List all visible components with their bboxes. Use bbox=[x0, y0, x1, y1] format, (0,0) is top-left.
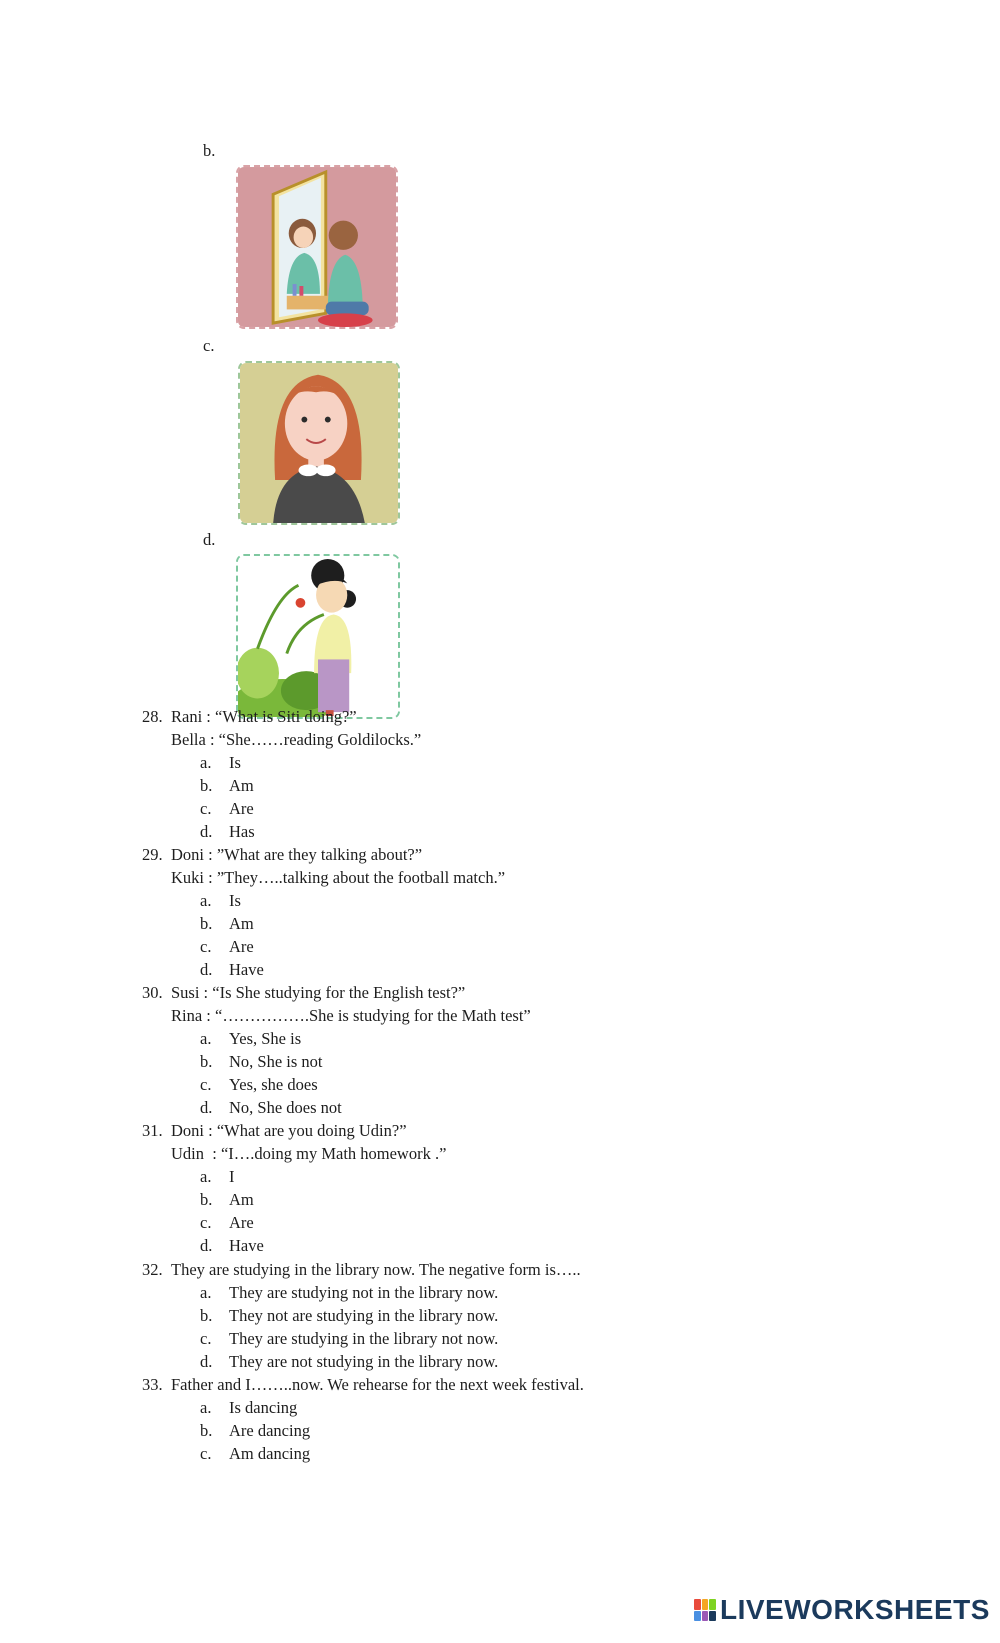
question-32-number: 32. bbox=[142, 1260, 163, 1279]
question-28-option-d[interactable]: Has bbox=[229, 822, 255, 841]
liveworksheets-logo-text: LIVEWORKSHEETS bbox=[720, 1594, 990, 1625]
question-33-number: 33. bbox=[142, 1375, 163, 1394]
question-30-option-b[interactable]: No, She is not bbox=[229, 1052, 323, 1071]
question-29-option-b[interactable]: Am bbox=[229, 914, 254, 933]
question-31-option-b[interactable]: Am bbox=[229, 1190, 254, 1209]
question-30-option-c[interactable]: Yes, she does bbox=[229, 1075, 318, 1094]
question-28-option-b[interactable]: Am bbox=[229, 776, 254, 795]
question-32-line-1: They are studying in the library now. The negative form is….. bbox=[171, 1260, 581, 1279]
question-33-option-c-letter: c. bbox=[200, 1444, 212, 1463]
question-31-option-b-letter: b. bbox=[200, 1190, 213, 1209]
option-label-c: c. bbox=[203, 336, 215, 355]
question-33-option-a-letter: a. bbox=[200, 1398, 212, 1417]
liveworksheets-logo-icon bbox=[694, 1599, 716, 1621]
question-29-line-1: Doni : ”What are they talking about?” bbox=[171, 845, 423, 864]
question-32-option-c-letter: c. bbox=[200, 1329, 212, 1348]
question-31-number: 31. bbox=[142, 1121, 163, 1140]
question-32-option-a-letter: a. bbox=[200, 1283, 212, 1302]
question-31-line-1: Doni : “What are you doing Udin?” bbox=[171, 1121, 407, 1140]
question-29-option-d[interactable]: Have bbox=[229, 960, 264, 979]
question-33-line-1: Father and I……..now. We rehearse for the next week festival. bbox=[171, 1375, 584, 1394]
question-32-option-c[interactable]: They are studying in the library not now. bbox=[229, 1329, 499, 1348]
picture-red-haired-woman[interactable] bbox=[238, 361, 400, 525]
question-31-option-d-letter: d. bbox=[200, 1236, 213, 1255]
question-28-number: 28. bbox=[142, 707, 163, 726]
question-28-option-c[interactable]: Are bbox=[229, 799, 254, 818]
question-33-option-c[interactable]: Am dancing bbox=[229, 1444, 311, 1463]
question-30-option-d-letter: d. bbox=[200, 1098, 213, 1117]
question-30-option-a[interactable]: Yes, She is bbox=[229, 1029, 302, 1048]
question-32-option-a[interactable]: They are studying not in the library now. bbox=[229, 1283, 499, 1302]
question-29-option-c[interactable]: Are bbox=[229, 937, 254, 956]
option-label-d: d. bbox=[203, 530, 216, 549]
question-32-option-b[interactable]: They not are studying in the library now. bbox=[229, 1306, 499, 1325]
question-33-option-b[interactable]: Are dancing bbox=[229, 1421, 311, 1440]
question-28-option-d-letter: d. bbox=[200, 822, 213, 841]
question-28-option-c-letter: c. bbox=[200, 799, 212, 818]
question-29-line-2: Kuki : ”They…..talking about the football match.” bbox=[171, 868, 506, 887]
question-30-line-2: Rina : “…………….She is studying for the Math test” bbox=[171, 1006, 531, 1025]
question-28-option-a-letter: a. bbox=[200, 753, 212, 772]
question-31-option-a[interactable]: I bbox=[229, 1167, 235, 1186]
question-32-option-d[interactable]: They are not studying in the library now. bbox=[229, 1352, 499, 1371]
question-30-option-d[interactable]: No, She does not bbox=[229, 1098, 342, 1117]
question-31-option-c[interactable]: Are bbox=[229, 1213, 254, 1232]
question-28-line-1: Rani : “What is Siti doing?” bbox=[171, 707, 357, 726]
question-30-option-c-letter: c. bbox=[200, 1075, 212, 1094]
question-28-option-b-letter: b. bbox=[200, 776, 213, 795]
question-28-option-a[interactable]: Is bbox=[229, 753, 241, 772]
question-29-option-a-letter: a. bbox=[200, 891, 212, 910]
question-31-option-d[interactable]: Have bbox=[229, 1236, 264, 1255]
question-30-option-b-letter: b. bbox=[200, 1052, 213, 1071]
question-31-option-c-letter: c. bbox=[200, 1213, 212, 1232]
question-32-option-b-letter: b. bbox=[200, 1306, 213, 1325]
question-32-option-d-letter: d. bbox=[200, 1352, 213, 1371]
question-29-option-b-letter: b. bbox=[200, 914, 213, 933]
question-31-line-2: Udin : “I….doing my Math homework .” bbox=[171, 1144, 447, 1163]
question-33-option-b-letter: b. bbox=[200, 1421, 213, 1440]
picture-girl-smelling-flower[interactable] bbox=[236, 554, 400, 719]
question-30-line-1: Susi : “Is She studying for the English test?” bbox=[171, 983, 466, 1002]
question-28-line-2: Bella : “She……reading Goldilocks.” bbox=[171, 730, 422, 749]
question-33-option-a[interactable]: Is dancing bbox=[229, 1398, 298, 1417]
question-29-option-c-letter: c. bbox=[200, 937, 212, 956]
question-30-number: 30. bbox=[142, 983, 163, 1002]
option-label-b: b. bbox=[203, 141, 216, 160]
question-29-option-d-letter: d. bbox=[200, 960, 213, 979]
picture-girl-at-mirror[interactable] bbox=[236, 165, 398, 329]
liveworksheets-logo[interactable] bbox=[694, 1594, 990, 1626]
question-31-option-a-letter: a. bbox=[200, 1167, 212, 1186]
question-29-option-a[interactable]: Is bbox=[229, 891, 241, 910]
question-29-number: 29. bbox=[142, 845, 163, 864]
question-30-option-a-letter: a. bbox=[200, 1029, 212, 1048]
